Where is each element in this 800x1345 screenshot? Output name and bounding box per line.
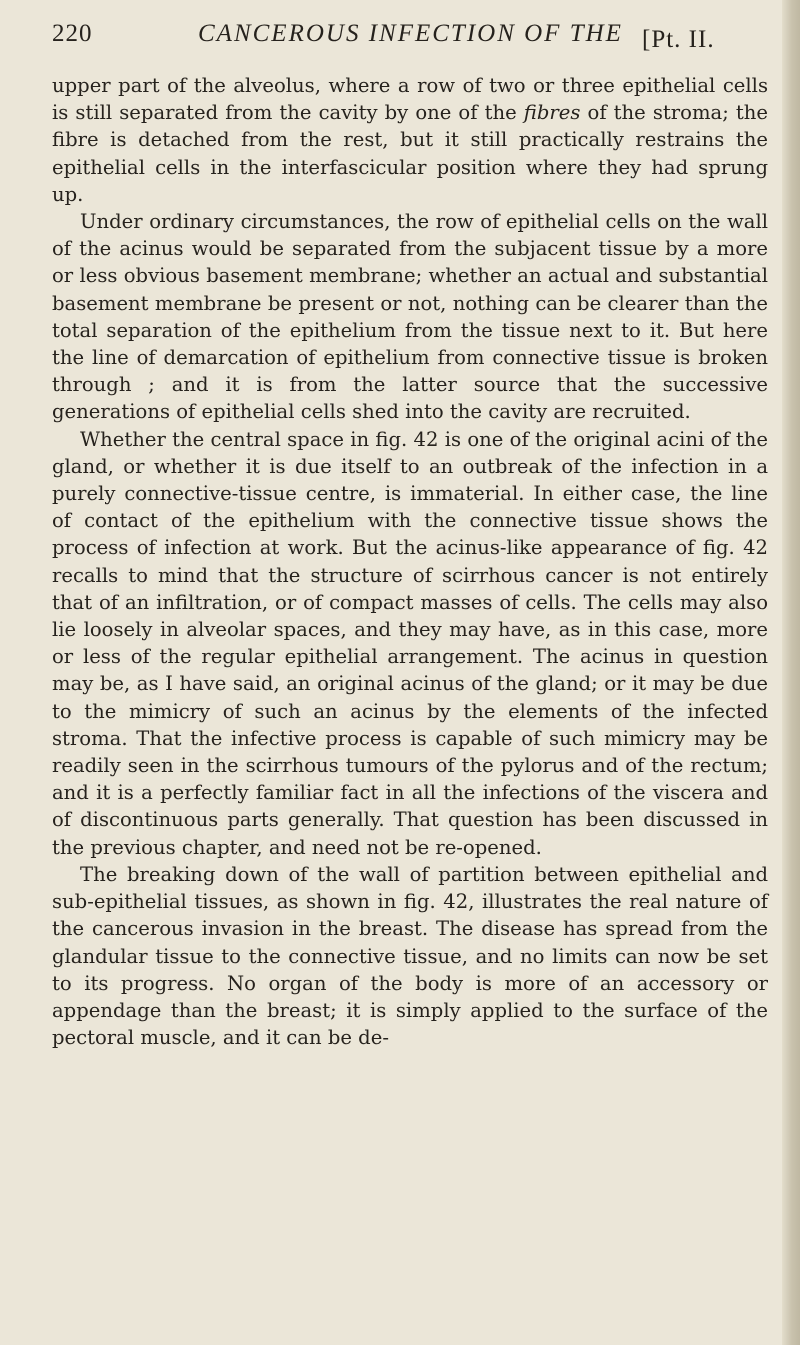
paragraph: Whether the central space in fig. 42 is one of the original acini of the gland, or whether it is due itself to an outbreak of the infection in a purely connective-tissue centre, is immaterial. In either case, the line of contact of the epithelium with the connective tissue shows the process of infection at work. But the acinus-like appearance of fig. 42 recalls to mind that the structure of scirrhous cancer is not entirely that of an infiltration, or of compact masses of cells. The cells may also lie loosely in alveolar spaces, and they may have, as in this case, more or less of the regular epithelial arrangement. The acinus in question may be, as I have said, an original acinus of the gland; or it may be due to the mimicry of such an acinus by the elements of the infected stroma. That the infective process is capable of such mimicry may be readily seen in the scirrhous tumours of the pylorus and of the rectum; and it is a perfectly familiar fact in all the infections of the viscera and of discontinuous parts generally. That question has been discussed in the previous chapter, and need not be re-opened. (52, 427, 768, 859)
running-header (52, 14, 772, 54)
paragraph: Under ordinary circumstances, the row of epithelial cells on the wall of the acinus would be separated from the subjacent tissue by a more or less obvious basement membrane; whether an actual and substantial basement membrane be present or not, nothing can be clearer than the total separation of the epithelium from the tissue next to it. But here the line of demarcation of epithelium from connective tissue is broken through ; and it is from the latter source that the successive generations of epithelial cells shed into the cavity are recruited. (52, 210, 768, 424)
text-span: upper part of the alveolus, where a row of two or three epithelial cells is still separated from the cavity by one of the (52, 74, 768, 125)
paragraph: The breaking down of the wall of partition between epithelial and sub-epithelial tissues, as shown in fig. 42, illustrates the real nature of the cancerous invasion in the breast. The disease has spread from the glandular tissue to the connective tissue, and no limits can now be set to its progress. No organ of the body is more of an accessory or appendage than the breast; it is simply applied to the surface of the pectoral muscle, and it can be de- (52, 862, 768, 1050)
paragraph-continued (52, 72, 768, 208)
italic-term: fibres (523, 101, 581, 125)
page-edge-shadow (782, 0, 800, 1345)
part-marker: [Pt. II. (642, 26, 715, 53)
body-text (52, 72, 768, 1051)
page-number: 220 (52, 20, 93, 47)
text-span: of the stroma; the fibre is detached from the rest, but it still practically restrains the epithelial cells in the interfascicular position where they had sprung up. (52, 101, 769, 206)
running-title: CANCEROUS INFECTION OF THE (198, 20, 623, 47)
